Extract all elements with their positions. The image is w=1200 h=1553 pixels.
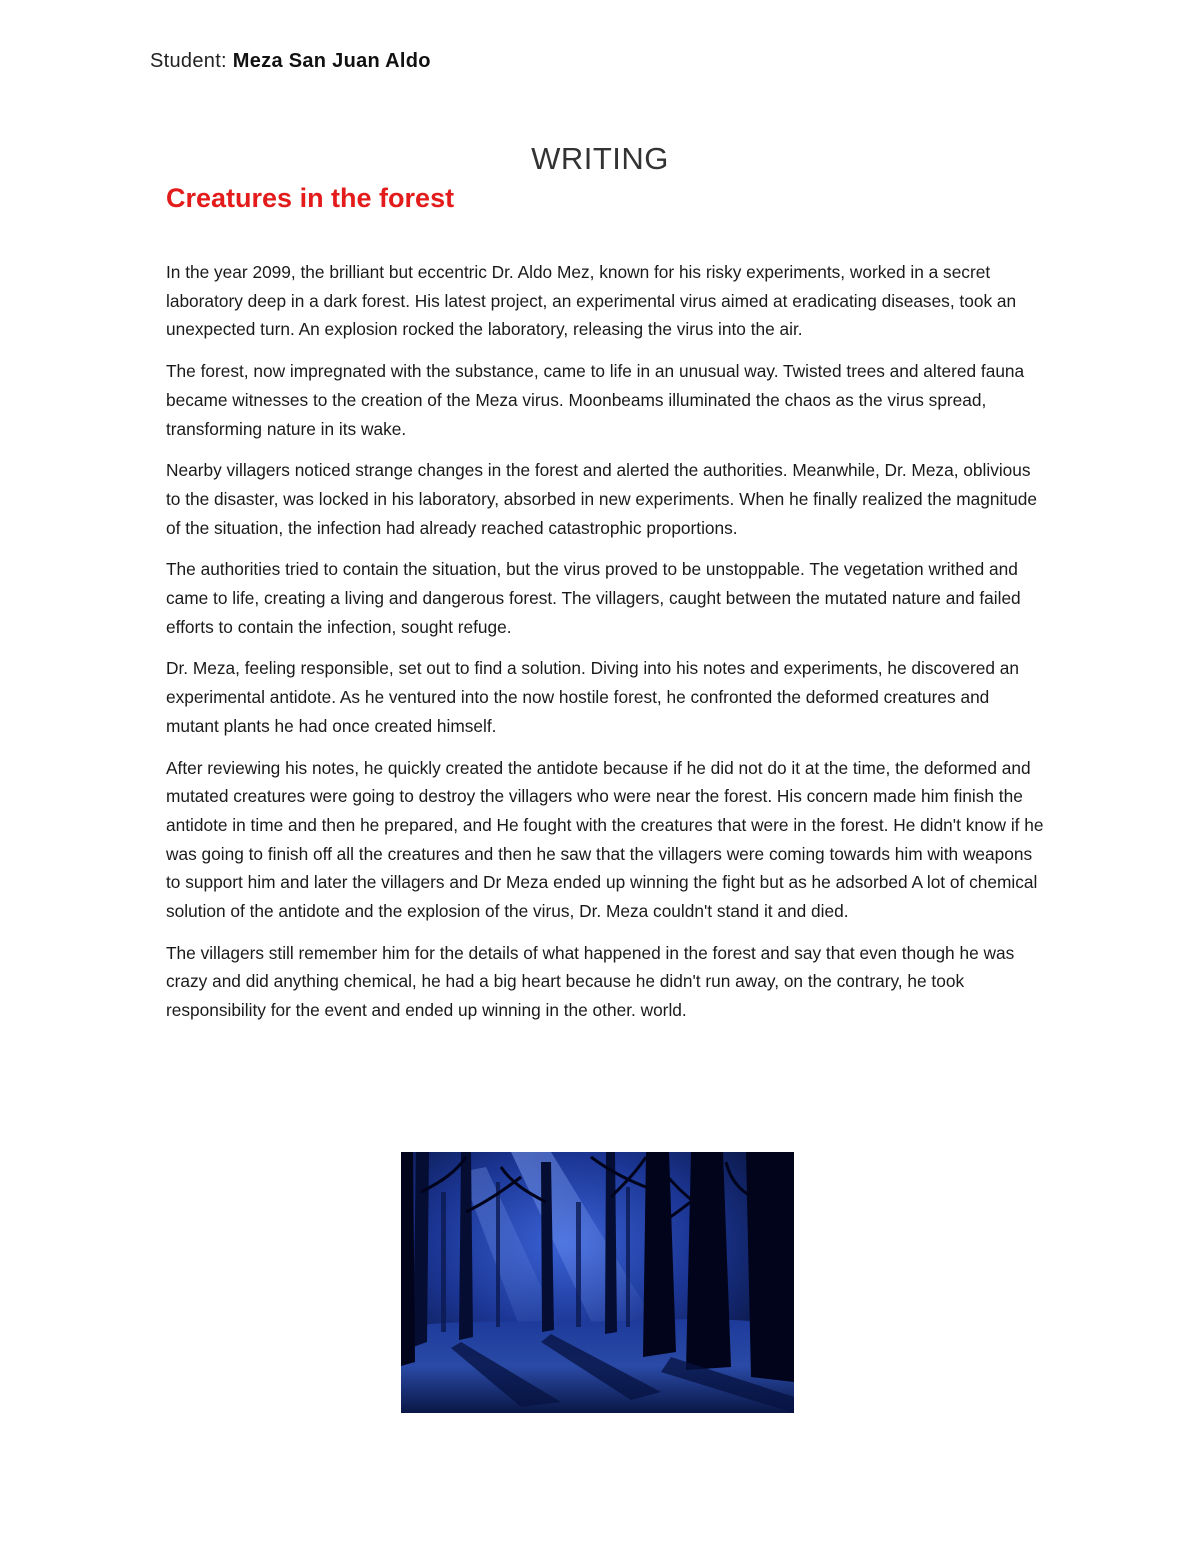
student-line (150, 50, 431, 73)
paragraph-2: The forest, now impregnated with the substance, came to life in an unusual way. Twisted trees and altered fauna became witnesses to the creation of the Meza virus. Moonbeams illuminated the chaos as the virus spread, transforming nature in its wake. (166, 361, 1025, 439)
story-body (166, 258, 1046, 1038)
forest-illustration (401, 1152, 794, 1413)
student-name: Meza San Juan Aldo (232, 50, 431, 72)
document-title: Creatures in the forest (166, 183, 455, 213)
document-heading: WRITING (531, 141, 669, 176)
student-label: Student: (150, 50, 227, 72)
paragraph-3: Nearby villagers noticed strange changes in the forest and alerted the authorities. Meanwhile, Dr. Meza, oblivious to the disaster, was locked in his laboratory, absorbed in new experiments. When he finally realized the magnitude of the situation, the infection had already reached catastrophic proportions. (166, 460, 1037, 538)
paragraph-7: The villagers still remember him for the details of what happened in the forest and say that even though he was crazy and did anything chemical, he had a big heart because he didn't run away, on the contrary, he took responsibility for the event and ended up winning in the other. world. (166, 942, 1015, 1021)
paragraph-6: After reviewing his notes, he quickly created the antidote because if he did not do it at the time, the deformed and mutated creatures were going to destroy the villagers who were near the forest. His concern made him finish the antidote in time and then he prepared, and He fought with the creatures that were in the forest. He didn't know if he was going to finish off all the creatures and then he saw that the villagers were coming towards him with weapons to support him and later the villagers and Dr Meza ended up winning the fight but as he adsorbed A lot of chemical solution of the antidote and the explosion of the virus, Dr. Meza couldn't stand it and died. (166, 757, 1044, 922)
paragraph-1: In the year 2099, the brilliant but eccentric Dr. Aldo Mez, known for his risky experiments, worked in a secret laboratory deep in a dark forest. His latest project, an experimental virus aimed at eradicating diseases, took an unexpected turn. An explosion rocked the laboratory, releasing the virus into the air. (166, 262, 1017, 340)
paragraph-4: The authorities tried to contain the situation, but the virus proved to be unstoppable. The vegetation writhed and came to life, creating a living and dangerous forest. The villagers, caught between the mutated nature and failed efforts to contain the infection, sought refuge. (166, 559, 1021, 637)
paragraph-5: Dr. Meza, feeling responsible, set out to find a solution. Diving into his notes and experiments, he discovered an experimental antidote. As he ventured into the now hostile forest, he confronted the deformed creatures and mutant plants he had once created himself. (166, 658, 1020, 736)
forest-photo (401, 1152, 794, 1413)
